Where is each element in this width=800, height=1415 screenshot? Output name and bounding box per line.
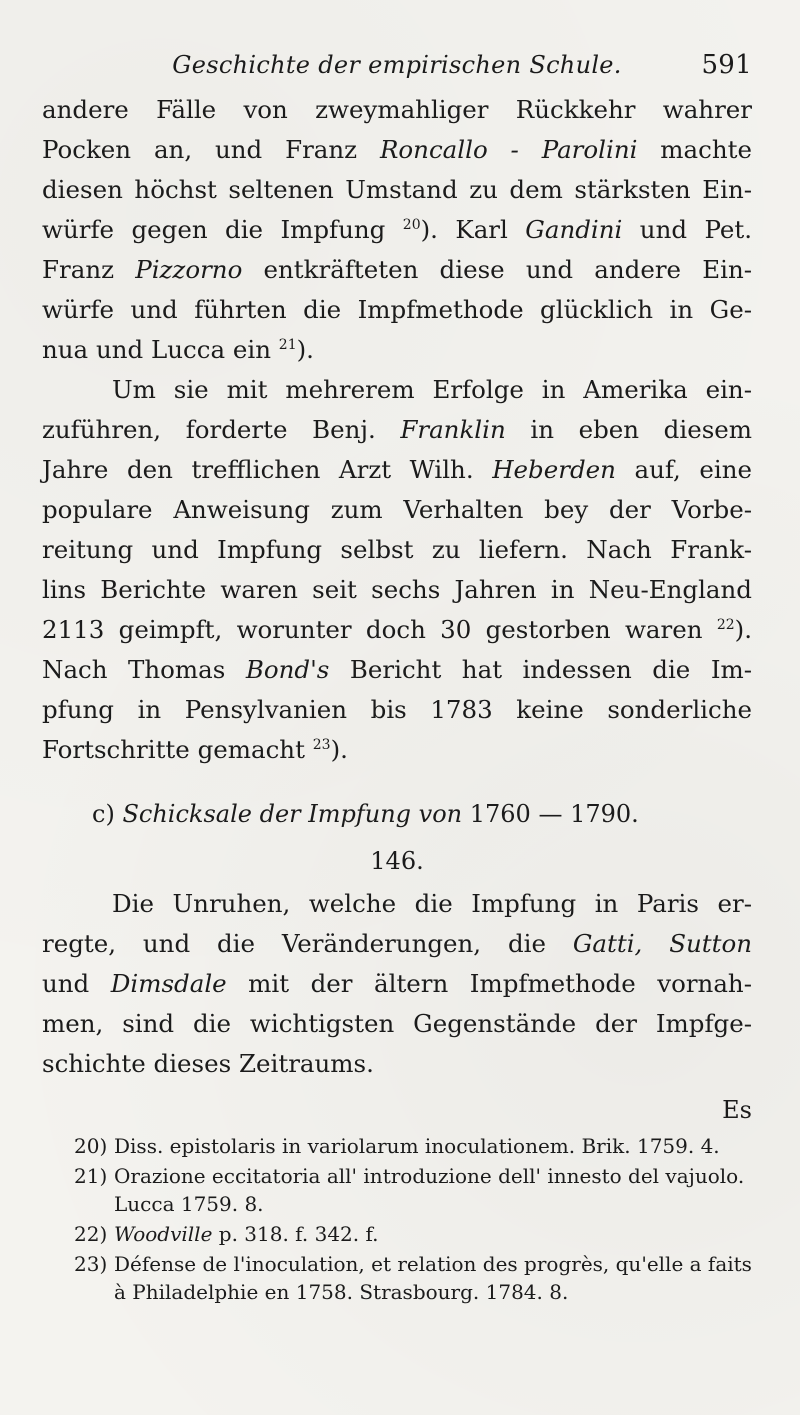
- text-line: Fortschritte gemacht $^{23}$).: [42, 735, 348, 764]
- footnote-number: 23): [74, 1252, 108, 1276]
- catchword: Es: [722, 1096, 752, 1124]
- footnote-ref-22: 22: [716, 616, 735, 633]
- text-line: pfung in Pensylvanien bis 1783 keine sonderliche: [42, 695, 752, 724]
- text-line: nua und Lucca ein $^{21}$).: [42, 335, 314, 364]
- main-text: [42, 90, 752, 1132]
- footnote-23: [42, 1250, 752, 1306]
- footnote-ref-23: 23: [312, 736, 331, 753]
- person-name: Gandini: [525, 215, 623, 244]
- text-line: diesen höchst seltenen Umstand zu dem stärksten Ein-: [42, 175, 752, 204]
- text-line: reitung und Impfung selbst zu liefern. Nach Frank-: [42, 535, 752, 564]
- person-name: Heberden: [492, 455, 616, 484]
- subsection-heading: [42, 794, 752, 834]
- footnote-text: Orazione eccitatoria all' introduzione dell' innesto del vajuolo. Lucca 1759. 8.: [114, 1164, 745, 1216]
- footnote-author: Woodville: [114, 1222, 213, 1246]
- running-head-title: Geschichte der empirischen Schule.: [172, 51, 622, 79]
- text-line: zuführen, forderte Benj. Franklin in eben diesem: [42, 415, 752, 444]
- footnotes: [42, 1132, 752, 1306]
- text-line: regte, und die Veränderungen, die Gatti, Sutton: [42, 929, 752, 958]
- footnote-ref-20: 20: [402, 216, 421, 233]
- text-line: und Dimsdale mit der ältern Impfmethode vornah-: [42, 969, 752, 998]
- footnote-number: 20): [74, 1134, 108, 1158]
- person-name: Bond's: [245, 655, 330, 684]
- text-line: lins Berichte waren seit sechs Jahren in Neu-England: [42, 575, 752, 604]
- person-name: Sutton: [669, 929, 752, 958]
- footnote-20: [42, 1132, 752, 1160]
- footnote-ref-21: 21: [278, 336, 297, 353]
- paragraph-2: [42, 370, 752, 770]
- footnote-text: Diss. epistolaris in variolarum inoculationem. Brik. 1759. 4.: [114, 1134, 720, 1158]
- person-name: Dimsdale: [110, 969, 227, 998]
- person-name: Pizzorno: [135, 255, 243, 284]
- text-line: 2113 geimpft, worunter doch 30 gestorben waren $^{22}$).: [42, 615, 752, 644]
- section-number: 146.: [370, 847, 424, 875]
- paragraph-1: [42, 90, 752, 370]
- subsection-title: Schicksale der Impfung von: [122, 800, 463, 828]
- text-line: Um sie mit mehrerem Erfolge in Amerika ein-: [112, 375, 752, 404]
- text-line: schichte dieses Zeitraums.: [42, 1049, 374, 1078]
- person-name: Gatti,: [572, 929, 643, 958]
- person-name: Franklin: [400, 415, 506, 444]
- text-line: Jahre den trefflichen Arzt Wilh. Heberden auf, eine: [42, 455, 752, 484]
- footnote-number: 22): [74, 1222, 108, 1246]
- footnote-22: [42, 1220, 752, 1248]
- text-line: Pocken an, und Franz Roncallo - Parolini machte: [42, 135, 752, 164]
- page-number: 591: [701, 50, 752, 80]
- running-head: [42, 40, 752, 90]
- footnote-21: [42, 1162, 752, 1218]
- text-line: men, sind die wichtigsten Gegenstände der Impfge-: [42, 1009, 752, 1038]
- text-line: Nach Thomas Bond's Bericht hat indessen die Im-: [42, 655, 753, 684]
- text-line: würfe und führten die Impfmethode glücklich in Ge-: [42, 295, 752, 324]
- person-name: Roncallo - Parolini: [379, 135, 638, 164]
- text-line: Franz Pizzorno entkräfteten diese und andere Ein-: [42, 255, 752, 284]
- paragraph-3: [42, 884, 752, 1084]
- text-line: andere Fälle von zweymahliger Rückkehr wahrer: [42, 95, 752, 124]
- text-line: würfe gegen die Impfung $^{20}$). Karl Gandini und Pet.: [42, 215, 752, 244]
- footnote-text: p. 318. f. 342. f.: [212, 1222, 379, 1246]
- footnote-number: 21): [74, 1164, 108, 1188]
- footnote-text: Défense de l'inoculation, et relation des progrès, qu'elle a faits à Philadelphie en 1758. Strasbourg. 1784. 8.: [114, 1252, 752, 1304]
- text-line: Die Unruhen, welche die Impfung in Paris er-: [112, 889, 752, 918]
- subsection-years: 1760 — 1790.: [469, 800, 639, 828]
- subsection-label: c): [92, 800, 115, 828]
- text-line: populare Anweisung zum Verhalten bey der Vorbe-: [42, 495, 752, 524]
